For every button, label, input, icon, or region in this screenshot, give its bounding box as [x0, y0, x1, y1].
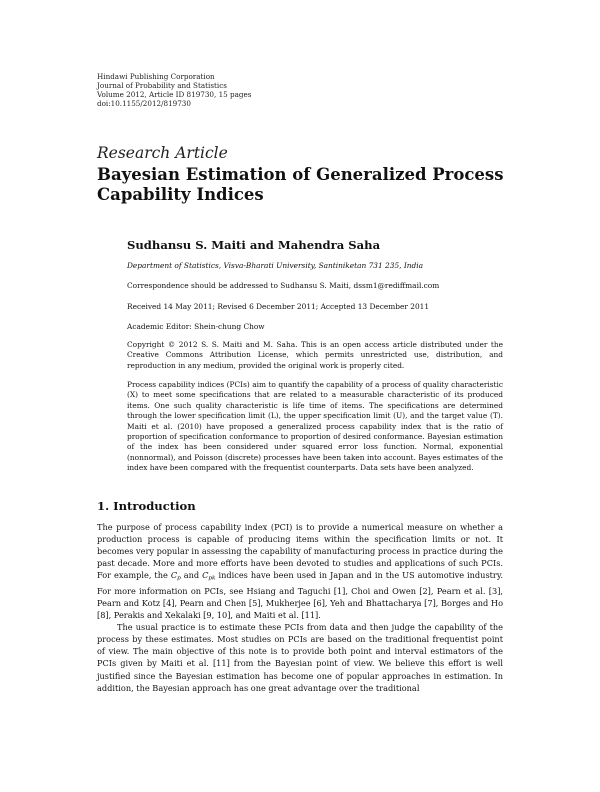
academic-editor: Academic Editor: Shein-chung Chow — [127, 322, 265, 331]
cp-symbol: C — [170, 570, 178, 581]
intro-p1-and: and — [180, 570, 203, 581]
received-dates: Received 14 May 2011; Revised 6 December 2011; Accepted 13 December 2011 — [127, 302, 430, 311]
journal-line: Journal of Probability and Statistics — [97, 81, 227, 90]
journal-header — [97, 72, 251, 108]
introduction-body — [97, 521, 503, 694]
copyright-notice: Copyright © 2012 S. S. Maiti and M. Saha. This is an open access article distributed under the Creative Commons Attribution License, which permits unrestricted use, distribution, and reproduction in any medium, provided the original work is properly cited. — [127, 340, 503, 370]
section-heading-introduction: 1. Introduction — [97, 499, 196, 513]
publisher-line: Hindawi Publishing Corporation — [97, 72, 215, 81]
correspondence: Correspondence should be addressed to Sudhansu S. Maiti, dssm1@rediffmail.com — [127, 281, 440, 290]
paper-title: Bayesian Estimation of Generalized Process Capability Indices — [97, 165, 504, 204]
doi-line: doi:10.1155/2012/819730 — [97, 99, 191, 108]
intro-paragraph-1 — [97, 521, 503, 621]
authors: Sudhansu S. Maiti and Mahendra Saha — [127, 238, 381, 252]
volume-line: Volume 2012, Article ID 819730, 15 pages — [97, 90, 252, 99]
article-type: Research Article — [97, 144, 228, 162]
affiliation: Department of Statistics, Visva-Bharati University, Santiniketan 731 235, India — [127, 261, 424, 270]
intro-p1-text-b: indices have been used in Japan and in the US automotive industry. For more information on PCIs, see Hsiang and Taguchi [1], Choi and Owen [2], Pearn et al. [3], Pearn and Kotz [4], Pearn and Chen [5], Mukherjee [6], Yeh and Bhattacharya [7], Borges and Ho [8], Perakis and Xekalaki [9, 10], and Maiti et al. [11]. — [97, 570, 503, 621]
intro-paragraph-2: The usual practice is to estimate these PCIs from data and then judge the capability of the process by these estimates. Most studies on PCIs are based on the traditional frequentist point of view. The main objective of this note is to provide both point and interval estimators of the PCIs given by Maiti et al. [11] from the Bayesian point of view. We believe this effort is well justified since the Bayesian estimation has become one of popular approaches in estimation. In addition, the Bayesian approach has one great advantage over the traditional — [97, 622, 503, 693]
abstract: Process capability indices (PCIs) aim to quantify the capability of a process of quality characteristic (X) to meet some specifications that are related to a measurable characteristic of its produced items. One such quality characteristic is life time of items. The specifications are determined through the lower specification limit (L), the upper specification limit (U), and the target value (T). Maiti et al. (2010) have proposed a generalized process capability index that is the ratio of proportion of specification conformance to proportion of desired conformance. Bayesian estimation of the index has been considered under squared error loss function. Normal, exponential (nonnormal), and Poisson (discrete) processes have been taken into account. Bayes estimates of the index have been compared with the frequentist counterparts. Data sets have been analyzed. — [127, 380, 503, 473]
cpk-symbol: C — [202, 570, 209, 581]
cpk-subscript: pk — [208, 575, 216, 582]
intro-p1-text-a: The purpose of process capability index (PCI) is to provide a numerical measure on whether a production process is capable of producing items within the specification limits or not. It becomes very popular in assessing the capability of manufacturing process in practice during the past decade. More and more efforts have been devoted to studies and applications of such PCIs. For example, the — [97, 522, 503, 581]
cp-subscript: p — [177, 575, 181, 582]
